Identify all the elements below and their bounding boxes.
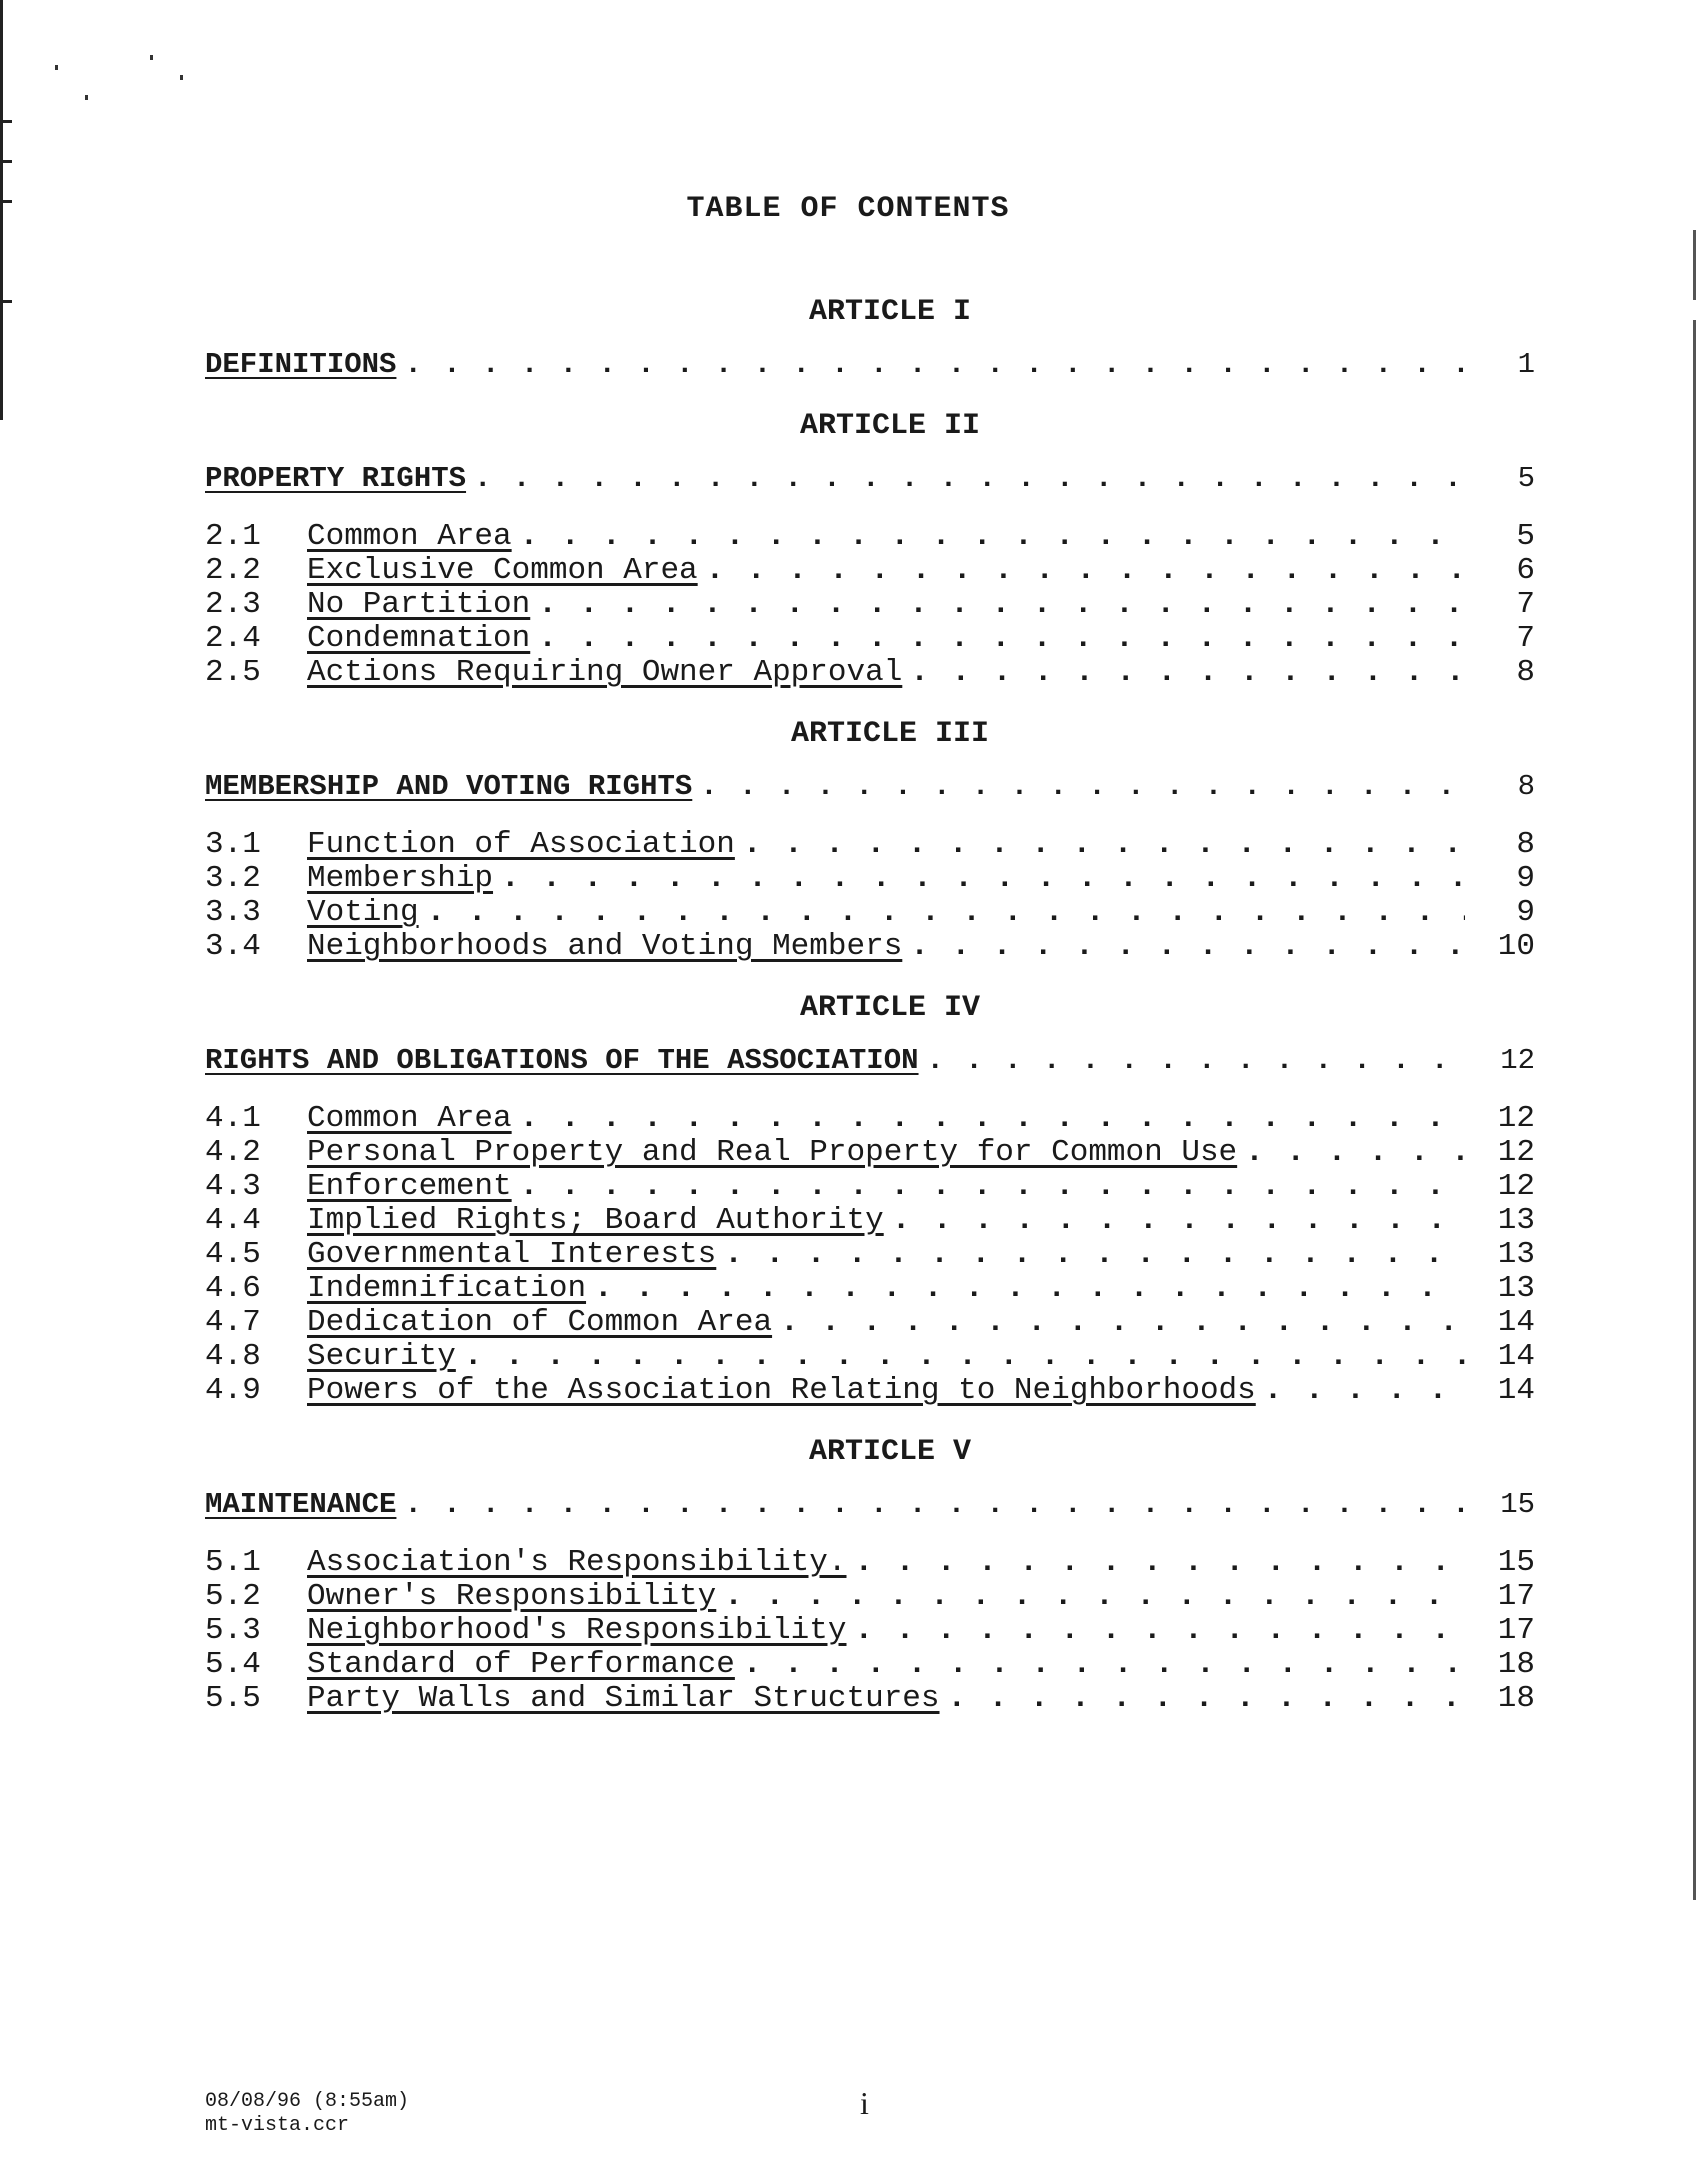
scan-mark bbox=[0, 120, 12, 123]
article-heading: ARTICLE III bbox=[790, 717, 990, 751]
dot-leader bbox=[902, 656, 1465, 690]
dot-leader bbox=[396, 1488, 1465, 1522]
dot-leader bbox=[586, 1272, 1465, 1306]
scan-speck bbox=[150, 55, 153, 60]
section-title: Dedication of Common Area bbox=[307, 1305, 773, 1340]
section-row[interactable] bbox=[205, 862, 1535, 896]
section-title: Indemnification bbox=[307, 1271, 587, 1306]
section-row[interactable] bbox=[205, 1682, 1535, 1716]
dot-leader bbox=[735, 1648, 1465, 1682]
section-title: Common Area bbox=[307, 1101, 512, 1136]
article-title: MAINTENANCE bbox=[205, 1488, 397, 1521]
article-heading: ARTICLE I bbox=[808, 295, 972, 329]
article-title-row[interactable] bbox=[205, 1488, 1535, 1522]
section-row[interactable] bbox=[205, 1546, 1535, 1580]
section-title: Implied Rights; Board Authority bbox=[307, 1203, 884, 1238]
dot-leader bbox=[692, 770, 1465, 804]
section-number: 5.4 bbox=[205, 1647, 261, 1682]
article-title-row[interactable] bbox=[205, 1044, 1535, 1078]
dot-leader bbox=[902, 930, 1465, 964]
article-title: DEFINITIONS bbox=[205, 348, 397, 381]
section-row[interactable] bbox=[205, 656, 1535, 690]
page-title: TABLE OF CONTENTS bbox=[686, 192, 1010, 226]
scan-mark bbox=[0, 200, 12, 203]
page-number: 5 bbox=[1516, 519, 1535, 554]
scan-speck bbox=[55, 65, 58, 70]
section-row[interactable] bbox=[205, 828, 1535, 862]
article-title-row[interactable] bbox=[205, 348, 1535, 382]
section-row[interactable] bbox=[205, 1136, 1535, 1170]
section-number: 5.1 bbox=[205, 1545, 261, 1580]
section-number: 4.2 bbox=[205, 1135, 261, 1170]
section-row[interactable] bbox=[205, 930, 1535, 964]
dot-leader bbox=[940, 1682, 1465, 1716]
article-group bbox=[205, 986, 1535, 1408]
page-number: 17 bbox=[1497, 1579, 1535, 1614]
article-heading: ARTICLE V bbox=[808, 1435, 972, 1469]
section-row[interactable] bbox=[205, 1340, 1535, 1374]
dot-leader bbox=[1256, 1374, 1465, 1408]
dot-leader bbox=[1237, 1136, 1465, 1170]
section-title: Neighborhoods and Voting Members bbox=[307, 929, 903, 964]
article-group bbox=[205, 712, 1535, 964]
scan-mark bbox=[0, 160, 12, 163]
section-title: Voting bbox=[307, 895, 419, 930]
section-number: 2.3 bbox=[205, 587, 261, 622]
page-number: 9 bbox=[1516, 861, 1535, 896]
dot-leader bbox=[919, 1044, 1465, 1078]
page-number: 17 bbox=[1497, 1613, 1535, 1648]
dot-leader bbox=[419, 896, 1465, 930]
footer-filename: mt-vista.ccr bbox=[205, 2114, 350, 2137]
page-number: 13 bbox=[1497, 1237, 1535, 1272]
section-row[interactable] bbox=[205, 1170, 1535, 1204]
section-number: 2.1 bbox=[205, 519, 261, 554]
article-group bbox=[205, 290, 1535, 382]
article-group bbox=[205, 404, 1535, 690]
section-number: 4.8 bbox=[205, 1339, 261, 1374]
section-number: 5.5 bbox=[205, 1681, 261, 1716]
section-row[interactable] bbox=[205, 1648, 1535, 1682]
section-number: 4.4 bbox=[205, 1203, 261, 1238]
section-number: 5.2 bbox=[205, 1579, 261, 1614]
section-title: Condemnation bbox=[307, 621, 531, 656]
section-title: Membership bbox=[307, 861, 494, 896]
section-number: 2.2 bbox=[205, 553, 261, 588]
section-number: 3.2 bbox=[205, 861, 261, 896]
page-number: 15 bbox=[1500, 1488, 1535, 1521]
section-row[interactable] bbox=[205, 896, 1535, 930]
section-title: Security bbox=[307, 1339, 456, 1374]
page-number: 7 bbox=[1516, 621, 1535, 656]
section-title: Party Walls and Similar Structures bbox=[307, 1681, 940, 1716]
dot-leader bbox=[716, 1580, 1465, 1614]
page-number: 12 bbox=[1497, 1135, 1535, 1170]
dot-leader bbox=[698, 554, 1465, 588]
section-title: Powers of the Association Relating to Neighborhoods bbox=[307, 1373, 1256, 1408]
dot-leader bbox=[716, 1238, 1465, 1272]
page-number: 18 bbox=[1497, 1681, 1535, 1716]
dot-leader bbox=[530, 622, 1465, 656]
dot-leader bbox=[847, 1546, 1466, 1580]
page-number: 15 bbox=[1497, 1545, 1535, 1580]
article-heading: ARTICLE II bbox=[799, 409, 981, 443]
page-number: 1 bbox=[1517, 348, 1535, 381]
article-group bbox=[205, 1430, 1535, 1716]
scan-speck bbox=[85, 95, 88, 100]
section-title: Owner's Responsibility bbox=[307, 1579, 717, 1614]
section-number: 3.1 bbox=[205, 827, 261, 862]
dot-leader bbox=[772, 1306, 1465, 1340]
section-row[interactable] bbox=[205, 1238, 1535, 1272]
page-number: 12 bbox=[1497, 1169, 1535, 1204]
section-title: Actions Requiring Owner Approval bbox=[307, 655, 903, 690]
page-number: 6 bbox=[1516, 553, 1535, 588]
footer-meta bbox=[205, 2090, 409, 2138]
section-row[interactable] bbox=[205, 1614, 1535, 1648]
dot-leader bbox=[396, 348, 1465, 382]
dot-leader bbox=[530, 588, 1465, 622]
article-title-row[interactable] bbox=[205, 770, 1535, 804]
page-number: 8 bbox=[1516, 655, 1535, 690]
page-number: 12 bbox=[1500, 1044, 1535, 1077]
scan-edge-left bbox=[0, 0, 10, 420]
section-title: Standard of Performance bbox=[307, 1647, 735, 1682]
page-number: 13 bbox=[1497, 1203, 1535, 1238]
page-number: 10 bbox=[1497, 929, 1535, 964]
page-number: 8 bbox=[1517, 770, 1535, 803]
dot-leader bbox=[884, 1204, 1465, 1238]
section-title: Common Area bbox=[307, 519, 512, 554]
dot-leader bbox=[512, 1170, 1465, 1204]
section-row[interactable] bbox=[205, 1580, 1535, 1614]
article-title: RIGHTS AND OBLIGATIONS OF THE ASSOCIATION bbox=[205, 1044, 919, 1077]
page-number: 13 bbox=[1497, 1271, 1535, 1306]
dot-leader bbox=[466, 462, 1465, 496]
section-row[interactable] bbox=[205, 554, 1535, 588]
dot-leader bbox=[735, 828, 1465, 862]
section-number: 4.5 bbox=[205, 1237, 261, 1272]
section-title: Personal Property and Real Property for Common Use bbox=[307, 1135, 1238, 1170]
section-row[interactable] bbox=[205, 1102, 1535, 1136]
section-row[interactable] bbox=[205, 622, 1535, 656]
article-title-row[interactable] bbox=[205, 462, 1535, 496]
article-title: MEMBERSHIP AND VOTING RIGHTS bbox=[205, 770, 693, 803]
section-row[interactable] bbox=[205, 520, 1535, 554]
article-title: PROPERTY RIGHTS bbox=[205, 462, 467, 495]
article-heading: ARTICLE IV bbox=[799, 991, 981, 1025]
section-title: Neighborhood's Responsibility bbox=[307, 1613, 847, 1648]
footer-date: 08/08/96 (8:55am) bbox=[205, 2090, 410, 2113]
section-title: Governmental Interests bbox=[307, 1237, 717, 1272]
section-number: 4.7 bbox=[205, 1305, 261, 1340]
dot-leader bbox=[512, 520, 1465, 554]
page-number: 14 bbox=[1497, 1305, 1535, 1340]
dot-leader bbox=[456, 1340, 1465, 1374]
dot-leader bbox=[512, 1102, 1465, 1136]
dot-leader bbox=[847, 1614, 1466, 1648]
section-row[interactable] bbox=[205, 1374, 1535, 1408]
page-number: 5 bbox=[1517, 462, 1535, 495]
page-number: 7 bbox=[1516, 587, 1535, 622]
section-row[interactable] bbox=[205, 1306, 1535, 1340]
scan-speck bbox=[180, 75, 183, 80]
section-title: Function of Association bbox=[307, 827, 735, 862]
scan-mark bbox=[0, 300, 12, 303]
page-number: 8 bbox=[1516, 827, 1535, 862]
dot-leader bbox=[493, 862, 1465, 896]
section-number: 2.5 bbox=[205, 655, 261, 690]
page-number: 18 bbox=[1497, 1647, 1535, 1682]
page-number: 12 bbox=[1497, 1101, 1535, 1136]
section-title: Association's Responsibility. bbox=[307, 1545, 847, 1580]
section-title: Enforcement bbox=[307, 1169, 512, 1204]
page-number: 9 bbox=[1516, 895, 1535, 930]
section-title: No Partition bbox=[307, 587, 531, 622]
section-number: 5.3 bbox=[205, 1613, 261, 1648]
section-row[interactable] bbox=[205, 588, 1535, 622]
section-number: 4.9 bbox=[205, 1373, 261, 1408]
toc-body bbox=[205, 290, 1535, 1738]
section-number: 4.6 bbox=[205, 1271, 261, 1306]
section-row[interactable] bbox=[205, 1272, 1535, 1306]
page-number: 14 bbox=[1497, 1339, 1535, 1374]
section-number: 2.4 bbox=[205, 621, 261, 656]
section-title: Exclusive Common Area bbox=[307, 553, 698, 588]
section-row[interactable] bbox=[205, 1204, 1535, 1238]
section-number: 3.4 bbox=[205, 929, 261, 964]
section-number: 4.1 bbox=[205, 1101, 261, 1136]
page-number: 14 bbox=[1497, 1373, 1535, 1408]
footer-page-number: i bbox=[860, 2085, 869, 2121]
section-number: 3.3 bbox=[205, 895, 261, 930]
section-number: 4.3 bbox=[205, 1169, 261, 1204]
